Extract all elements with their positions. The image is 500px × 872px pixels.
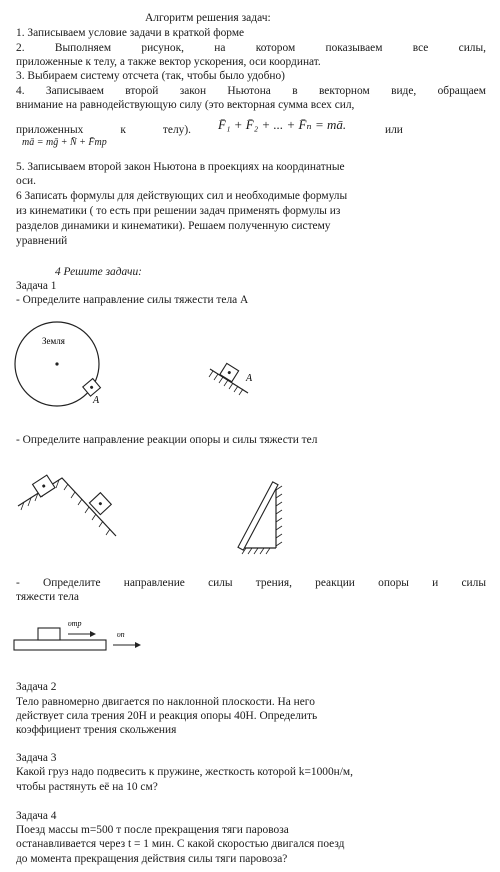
step-4-line-3: приложенных к телу). [16, 124, 191, 136]
step-4-line-1: 4. Записываем второй закон Ньютона в векторном виде, обращаем [16, 85, 486, 97]
step-3: 3. Выбираем систему отсчета (так, чтобы было удобно) [16, 70, 285, 82]
task-4-heading: Задача 4 [16, 810, 57, 822]
step-5-line-1: 5. Записываем второй закон Ньютона в проекциях на координатные [16, 161, 345, 173]
incline-body-a-label: A [246, 373, 253, 384]
task-1-heading: Задача 1 [16, 280, 57, 292]
board [14, 640, 106, 650]
step-6-line-2: из кинематики ( то есть при решении задач применять формулы из [16, 205, 341, 217]
board-velocity-label: υп [117, 630, 125, 639]
step-2-line-2: приложенные к телу, а также вектор ускорения, оси координат. [16, 56, 321, 68]
step-6-line-4: уравнений [16, 235, 68, 247]
task-4-line-3: до момента прекращения действия силы тяги паровоза? [16, 853, 288, 865]
newton-formula-alt: mā = mḡ + N̄ + F̄тр [22, 137, 107, 148]
task-2-line-1: Тело равномерно двигается по наклонной плоскости. На него [16, 696, 315, 708]
task-2-heading: Задача 2 [16, 681, 57, 693]
step-5-line-2: оси. [16, 175, 36, 187]
task-2-line-2: действует сила трения 20Н и реакция опоры 40Н. Определить [16, 710, 318, 722]
task-1-question-1: - Определите направление силы тяжести тела А [16, 294, 249, 306]
block [38, 628, 60, 640]
newton-formula-vector: F̄₁ + F̄₂ + ... + F̄ₙ = mā. [218, 117, 347, 132]
step-6-line-3: разделов динамики и кинематики). Решаем полученную систему [16, 220, 331, 232]
task-3-line-2: чтобы растянуть её на 10 см? [16, 781, 158, 793]
task-4-line-2: останавливается через t = 1 мин. С какой скоростью двигался поезд [16, 838, 345, 850]
section-title: 4 Решите задачи: [55, 266, 142, 278]
step-2-line-1: 2. Выполняем рисунок, на котором показываем все силы, [16, 42, 486, 54]
earth-label: Земля [42, 336, 65, 346]
task-3-line-1: Какой груз надо подвесить к пружине, жесткость которой k=1000н/м, [16, 766, 353, 778]
body-a-label-earth: A [93, 395, 100, 406]
task-3-heading: Задача 3 [16, 752, 57, 764]
task-1-question-2: - Определите направление реакции опоры и силы тяжести тел [16, 434, 318, 446]
step-1: 1. Записываем условие задачи в краткой форме [16, 27, 245, 39]
or-word: или [385, 124, 403, 136]
task-4-line-1: Поезд массы m=500 т после прекращения тяги паровоза [16, 824, 289, 836]
task-1-question-3-line-2: тяжести тела [16, 591, 79, 603]
algorithm-title: Алгоритм решения задач: [145, 12, 271, 24]
task-1-question-3-line-1: - Определите направление силы трения, реакции опоры и силы [16, 577, 486, 589]
step-6-line-1: 6 Записать формулы для действующих сил и необходимые формулы [16, 190, 348, 202]
task-2-line-3: коэффициент трения скольжения [16, 724, 177, 736]
block-velocity-arrowhead [90, 631, 96, 637]
block-velocity-label: υтр [68, 619, 82, 628]
board-velocity-arrowhead [135, 642, 141, 648]
step-4-line-2: внимание на равнодействующую силу (это векторная сумма всех сил, [16, 99, 355, 111]
